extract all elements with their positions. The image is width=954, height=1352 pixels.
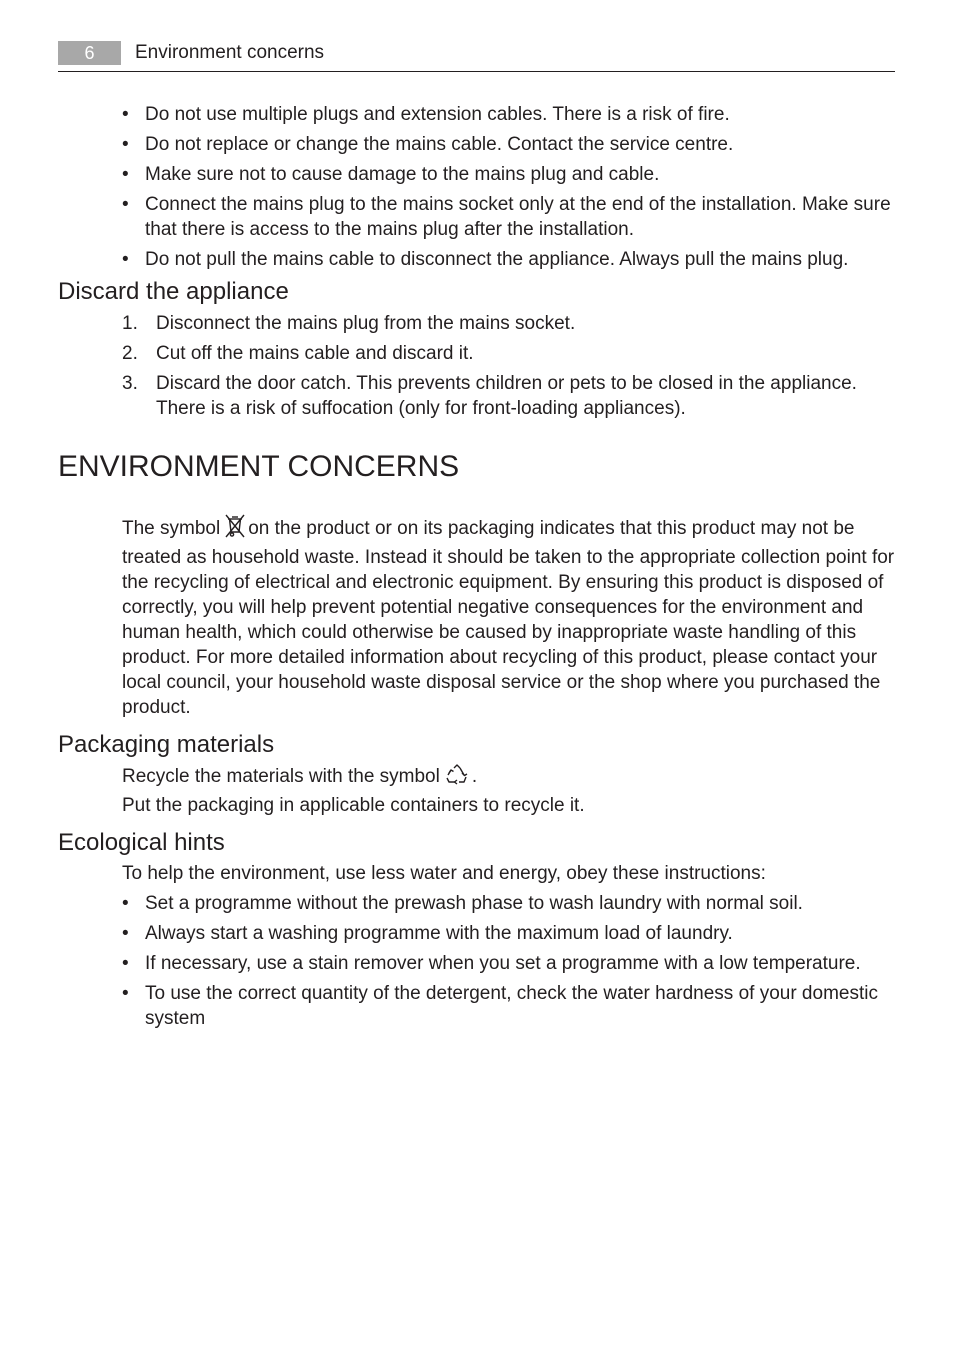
list-item: • Do not replace or change the mains cable. Contact the service centre. [122, 132, 895, 157]
running-title: Environment concerns [135, 42, 325, 63]
list-item: • Make sure not to cause damage to the mains plug and cable. [122, 162, 895, 187]
ecological-heading: Ecological hints [58, 829, 225, 856]
step-number: 1. [122, 313, 138, 334]
list-item [122, 371, 895, 421]
section-title-environment: ENVIRONMENT CONCERNS [58, 450, 460, 483]
packaging-line-1-text: Recycle the materials with the symbol [122, 766, 440, 787]
list-item: • Set a programme without the prewash phase to wash laundry with normal soil. [122, 891, 895, 916]
safety-bullet-list [122, 102, 895, 272]
list-item: • If necessary, use a stain remover when you set a programme with a low temperature. [122, 951, 895, 976]
ecological-intro: To help the environment, use less water and energy, obey these instructions: [122, 863, 766, 884]
list-item [122, 311, 895, 336]
list-item: • Connect the mains plug to the mains socket only at the end of the installation. Make sure that there is access to the mains plug after the installation. [122, 192, 895, 242]
packaging-line-2: Put the packaging in applicable containers to recycle it. [122, 795, 585, 816]
packaging-line-1 [122, 764, 895, 793]
packaging-line-1-end: . [471, 766, 478, 787]
list-item: • To use the correct quantity of the detergent, check the water hardness of your domestic system [122, 981, 895, 1031]
recycle-icon [445, 764, 469, 793]
crossed-out-wheelie-bin-icon [225, 514, 245, 545]
list-item [122, 341, 895, 366]
list-item: • Do not pull the mains cable to disconnect the appliance. Always pull the mains plug. [122, 247, 895, 272]
para-text-start: The symbol [122, 518, 221, 539]
page-number: 6 [58, 41, 121, 65]
discard-heading: Discard the appliance [58, 278, 289, 305]
step-number: 3. [122, 373, 138, 394]
step-text: Discard the door catch. This prevents children or pets to be closed in the appliance. There is a risk of suffocation (only for front-loading appliances). [156, 373, 857, 419]
packaging-heading: Packaging materials [58, 731, 275, 758]
packaging-text [122, 764, 895, 818]
page-content [58, 102, 895, 1036]
step-text: Disconnect the mains plug from the mains socket. [156, 313, 576, 334]
discard-steps-list [122, 311, 895, 421]
page-header [58, 39, 895, 72]
list-item: • Always start a washing programme with the maximum load of laundry. [122, 921, 895, 946]
para-text-end: on the product or on its packaging indicates that this product may not be treated as household waste. Instead it should be taken to the appropriate collection point for the recycling of electrical and electronic equipment. By ensuring this product is disposed of correctly, you will help prevent potential negative consequences for the environment and human health, which could otherwise be caused by inappropriate waste handling of this product. For more detailed information about recycling of this product, please contact your local council, your household waste disposal service or the shop where you purchased the product. [122, 518, 895, 718]
ecological-bullet-list [122, 891, 895, 1031]
environment-paragraph [122, 514, 895, 720]
list-item: • Do not use multiple plugs and extension cables. There is a risk of fire. [122, 102, 895, 127]
step-text: Cut off the mains cable and discard it. [156, 343, 474, 364]
step-number: 2. [122, 343, 138, 364]
